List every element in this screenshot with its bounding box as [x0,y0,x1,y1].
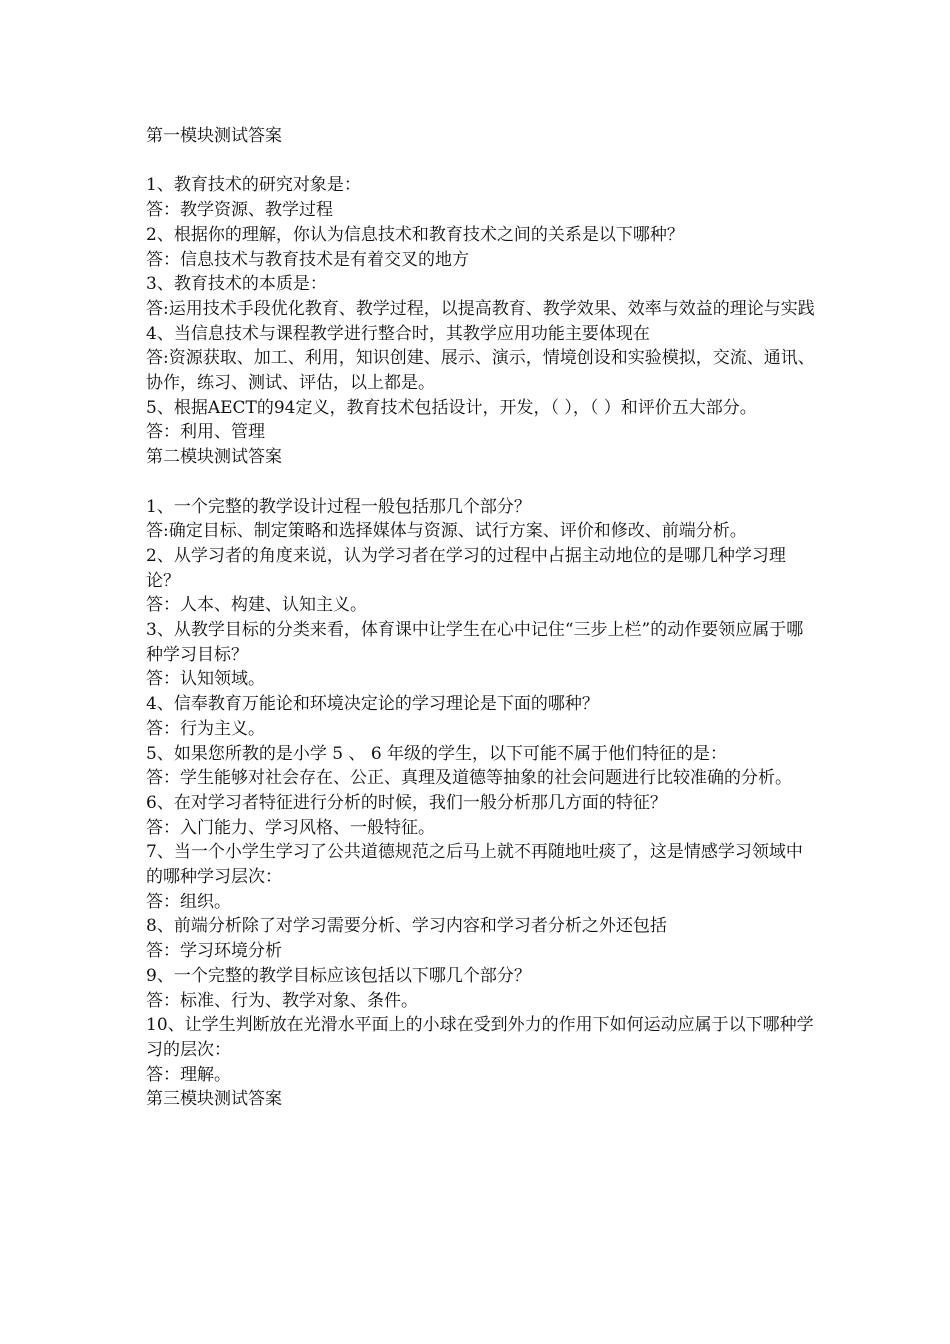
blank-line [146,470,816,495]
answer: 答：学生能够对社会存在、公正、真理及道德等抽象的社会问题进行比较准确的分析。 [146,768,792,789]
document-page [146,124,816,1112]
question: 5、如果您所教的是小学 5 、 6 年级的学生，以下可能不属于他们特征的是： [146,743,728,764]
answer: 答：认知领域。 [146,669,265,690]
answer: 答:确定目标、制定策略和选择媒体与资源、试行方案、评价和修改、前端分析。 [146,521,747,542]
answer: 答：利用、管理 [146,422,265,443]
question: 3、从教学目标的分类来看，体育课中让学生在心中记住“三步上栏”的动作要领应属于哪种学习目标？ [146,620,804,665]
blank-line [146,149,816,174]
section-title: 第三模块测试答案 [146,1089,282,1110]
question: 1、一个完整的教学设计过程一般包括那几个部分？ [146,496,531,517]
question: 2、根据你的理解，你认为信息技术和教育技术之间的关系是以下哪种？ [146,224,684,245]
answer: 答：理解。 [146,1064,231,1085]
question: 4、信奉教育万能论和环境决定论的学习理论是下面的哪种？ [146,694,599,715]
answer: 答:运用技术手段优化教育、教学过程，以提高教育、教学效果、效率与效益的理论与实践 [146,298,815,319]
question: 4、当信息技术与课程教学进行整合时，其教学应用功能主要体现在 [146,323,650,344]
section-title: 第二模块测试答案 [146,447,282,468]
question: 10、让学生判断放在光滑水平面上的小球在受到外力的作用下如何运动应属于以下哪种学习的层次： [146,1015,814,1060]
question: 1、教育技术的研究对象是： [146,175,361,196]
question: 7、当一个小学生学习了公共道德规范之后马上就不再随地吐痰了，这是情感学习领域中的哪种学习层次： [146,842,803,888]
question: 2、从学习者的角度来说，认为学习者在学习的过程中占据主动地位的是哪几种学习理论？ [146,545,786,591]
answer: 答：标准、行为、教学对象、条件。 [146,990,418,1011]
question: 9、一个完整的教学目标应该包括以下哪几个部分？ [146,965,531,986]
answer: 答:资源获取、加工、利用，知识创建、展示、演示，情境创设和实验模拟，交流、通讯、协作，练习、测试、评估，以上都是。 [146,348,815,394]
question: 8、前端分析除了对学习需要分析、学习内容和学习者分析之外还包括 [146,916,667,937]
question: 3、教育技术的本质是： [146,274,327,295]
section-title: 第一模块测试答案 [146,126,282,146]
question: 5、根据AECT的94定义，教育技术包括设计，开发，（ ），（ ）和评价五大部分。 [146,397,757,418]
answer: 答：信息技术与教育技术是有着交叉的地方 [146,249,469,270]
question: 6、在对学习者特征进行分析的时候，我们一般分析那几方面的特征？ [146,792,667,813]
answer: 答：入门能力、学习风格、一般特征。 [146,817,435,838]
answer: 答：组织。 [146,891,231,912]
answer: 答：行为主义。 [146,718,265,739]
answer: 答：人本、构建、认知主义。 [146,595,367,616]
answer: 答：教学资源、教学过程 [146,200,333,221]
answer: 答：学习环境分析 [146,941,282,962]
